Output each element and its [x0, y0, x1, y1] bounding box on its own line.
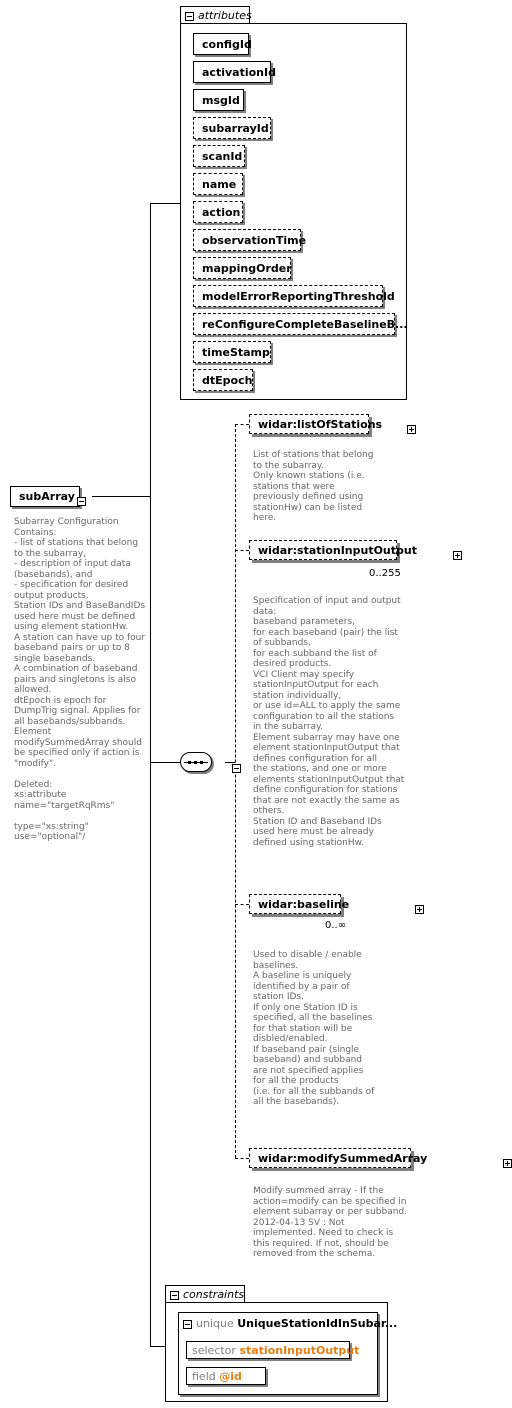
- attribute-activationId[interactable]: activationId: [193, 61, 271, 83]
- plus-icon[interactable]: [407, 425, 416, 434]
- sequence-vertical: [235, 424, 237, 1158]
- attribute-modelErrorReportingThreshold[interactable]: modelErrorReportingThreshold: [193, 285, 383, 307]
- xpath-field[interactable]: [186, 1367, 266, 1385]
- selector-field[interactable]: [186, 1341, 360, 1359]
- attributes-tab[interactable]: [180, 6, 250, 24]
- minus-icon[interactable]: [185, 12, 194, 21]
- stationInputOutput-multiplicity: 0..255: [369, 568, 401, 579]
- modifySummedArray-doc: Modify summed array - If the action=modify can be specified in element subarray or per subband. 2012-04-13 SV : Not implemented. Need to check is this required. If not, should be removed from the schema.: [253, 1186, 408, 1259]
- spine-vertical: [150, 203, 151, 1346]
- selector-keyword: selector: [192, 1344, 236, 1357]
- attribute-subarrayId[interactable]: subarrayId: [193, 117, 271, 139]
- plus-icon[interactable]: [415, 905, 424, 914]
- field-keyword: field: [192, 1370, 216, 1383]
- attribute-observationTime[interactable]: observationTime: [193, 229, 301, 251]
- unique-constraint[interactable]: [178, 1312, 398, 1395]
- selector-value: stationInputOutput: [239, 1344, 360, 1357]
- unique-keyword: unique: [196, 1317, 234, 1330]
- root-connector: [92, 496, 150, 497]
- root-documentation: Subarray Configuration Contains: - list of stations that belong to the subarray, - description of input data (basebands), and - specification for desired output products. Station IDs and BaseBandIDs used here must be defined using element stationHw. A station can have up to four baseband pairs or up to 8 single basebands. A combination of baseband pairs and singletons is also allowed. dtEpoch is epoch for DumpTrig signal. Applies for all basebands/subbands. Element modifySummedArray should be specified only if action is "modify". Deleted: xs:attribute name="targetRqRms" type="xs:string" use="optional"/: [14, 517, 146, 842]
- element-baseline[interactable]: widar:baseline: [249, 894, 341, 914]
- attribute-dtEpoch[interactable]: dtEpoch: [193, 369, 253, 391]
- plus-icon[interactable]: [453, 551, 462, 560]
- attribute-scanId[interactable]: scanId: [193, 145, 245, 167]
- spine-to-sequence: [150, 762, 180, 763]
- attribute-mappingOrder[interactable]: mappingOrder: [193, 257, 291, 279]
- element-stationInputOutput[interactable]: widar:stationInputOutput: [249, 540, 397, 560]
- attribute-configId[interactable]: configId: [193, 33, 249, 55]
- root-label: subArray: [19, 490, 75, 503]
- to-stationInputOutput: [235, 550, 249, 551]
- minus-icon[interactable]: [77, 497, 86, 506]
- baseline-multiplicity: 0..∞: [325, 920, 347, 931]
- attribute-action[interactable]: action: [193, 201, 243, 223]
- attribute-reConfigureCompleteBaselineB[interactable]: reConfigureCompleteBaselineB...: [193, 313, 395, 335]
- field-value: @id: [219, 1370, 242, 1383]
- sequence-compositor-icon[interactable]: [180, 752, 212, 772]
- to-modifySummedArray: [235, 1158, 249, 1159]
- sequence-branch: [225, 762, 235, 763]
- stationInputOutput-doc: Specification of input and output data: baseband parameters, for each baseband (pair) the list of subbands, for each subband the list of desired products. VCI Client may specify stationInputOutput for each station individually, or use id=ALL to apply the same configuration to all the stations in the subarray. Element subarray may have one element stationInputOutput that defines configuration for all the stations, and one or more elements stationInputOutput that define configuration for stations that are not exactly the same as others. Station ID and Baseband IDs used here must be already defined using stationHw.: [253, 596, 405, 848]
- spine-to-constraints: [150, 1346, 165, 1347]
- to-baseline: [235, 904, 249, 905]
- minus-icon[interactable]: [183, 1320, 192, 1329]
- minus-icon[interactable]: [232, 764, 241, 773]
- element-listOfStations[interactable]: widar:listOfStations: [249, 414, 369, 434]
- unique-name: UniqueStationIdInSubar...: [237, 1317, 398, 1330]
- attribute-name[interactable]: name: [193, 173, 243, 195]
- constraints-title: constraints: [183, 1288, 245, 1301]
- listOfStations-doc: List of stations that belong to the subarray. Only known stations (i.e. stations that were previously defined using stationHw) can be listed here.: [253, 450, 374, 523]
- attribute-msgId[interactable]: msgId: [193, 89, 244, 111]
- attributes-title: attributes: [198, 9, 252, 22]
- plus-icon[interactable]: [503, 1159, 512, 1168]
- constraints-tab[interactable]: [165, 1285, 245, 1303]
- baseline-doc: Used to disable / enable baselines. A baseline is uniquely identified by a pair of station IDs. If only one Station ID is specified, all the baselines for that station will be disbled/enabled. If baseband pair (single baseband) and subband are not specified applies for all the products (i.e. for all the subbands of all the basebands).: [253, 950, 375, 1107]
- attribute-timeStamp[interactable]: timeStamp: [193, 341, 271, 363]
- spine-to-attributes: [150, 203, 180, 204]
- to-listOfStations: [235, 424, 249, 425]
- minus-icon[interactable]: [170, 1291, 179, 1300]
- root-element-subArray[interactable]: [10, 486, 80, 507]
- element-modifySummedArray[interactable]: widar:modifySummedArray: [249, 1148, 411, 1168]
